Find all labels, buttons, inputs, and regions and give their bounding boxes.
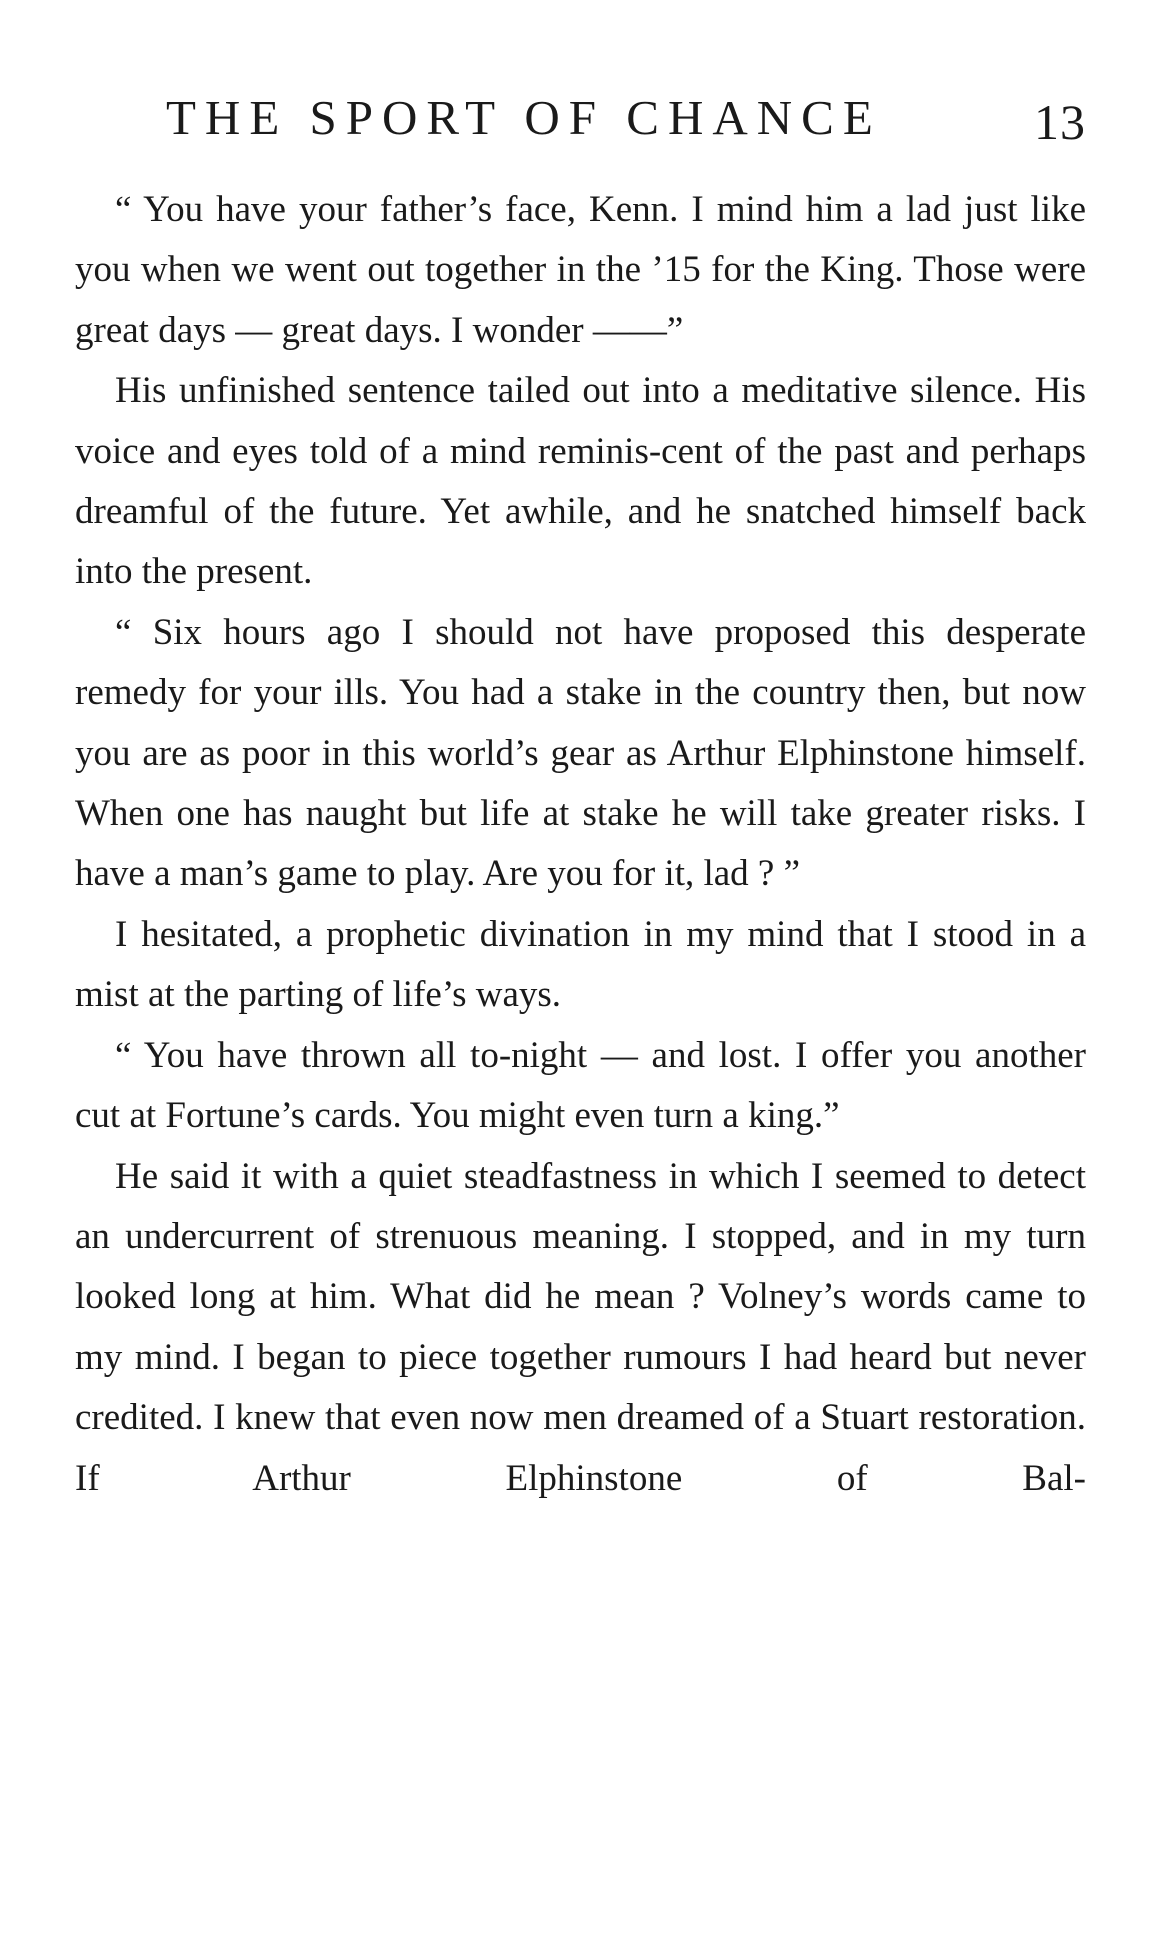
paragraph: I hesitated, a prophetic divination in my mind that I stood in a mist at the parting of life’s ways.: [75, 913, 1086, 1016]
body-text: [75, 180, 1086, 1509]
paragraph: His unfinished sentence tailed out into a meditative silence. His voice and eyes told of a mind reminis-cent of the past and perhaps dreamful of the future. Yet awhile, and he snatched himself back into the present.: [75, 370, 1086, 593]
paragraph: “ You have thrown all to-night — and lost. I offer you another cut at Fortune’s cards. You might even turn a king.”: [75, 1034, 1086, 1137]
running-head: [166, 88, 1086, 148]
paragraph: “ You have your father’s face, Kenn. I mind him a lad just like you when we went out together in the ’15 for the King. Those were great days — great days. I wonder ——”: [75, 189, 1086, 351]
paragraph: “ Six hours ago I should not have proposed this desperate remedy for your ills. You had a stake in the country then, but now you are as poor in this world’s gear as Arthur Elphinstone himself. When one has naught but life at stake he will take greater risks. I have a man’s game to play. Are you for it, lad ? ”: [75, 611, 1086, 895]
paragraph: He said it with a quiet steadfastness in which I seemed to detect an undercurrent of strenuous meaning. I stopped, and in my turn looked long at him. What did he mean ? Volney’s words came to my mind. I began to piece together rumours I had heard but never credited. I knew that even now men dreamed of a Stuart restoration. If Arthur Elphinstone of Bal-: [75, 1155, 1086, 1499]
page-number: 13: [1034, 94, 1086, 150]
running-title: THE SPORT OF CHANCE: [166, 90, 882, 145]
